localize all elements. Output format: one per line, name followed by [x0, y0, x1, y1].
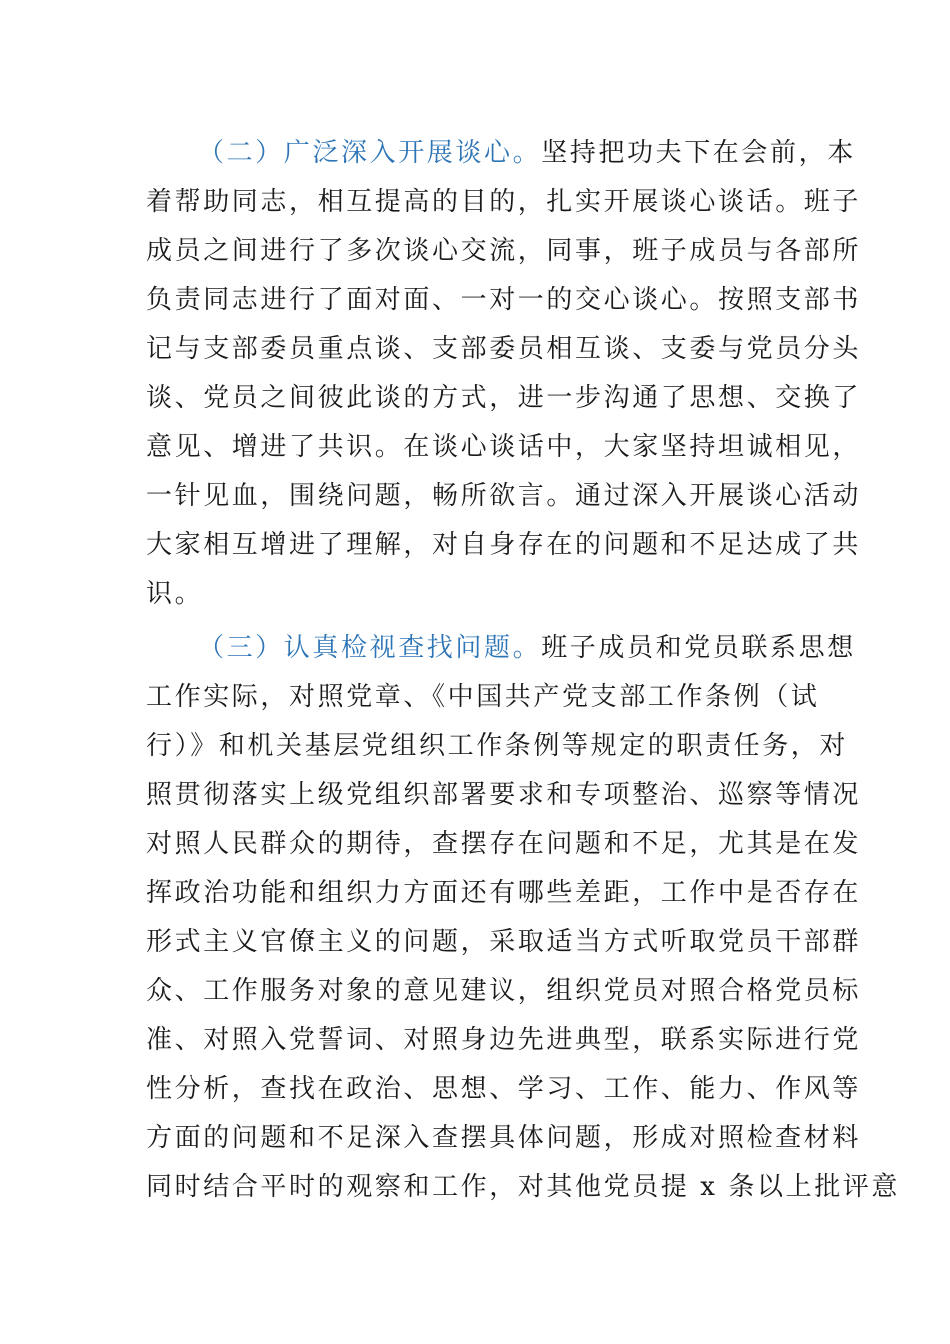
paragraph-line: 记与支部委员重点谈、支部委员相互谈、支委与党员分头 [146, 334, 862, 364]
paragraph-line: 挥政治功能和组织力方面还有哪些差距，工作中是否存在 [146, 878, 862, 908]
paragraph-line: 众、工作服务对象的意见建议，组织党员对照合格党员标 [146, 976, 862, 1006]
paragraph-line: 一针见血，围绕问题，畅所欲言。通过深入开展谈心活动 [146, 481, 862, 511]
section-three-paragraph [146, 624, 900, 1212]
paragraph-line: 工作实际，对照党章、《中国共产党支部工作条例（试 [146, 682, 820, 712]
paragraph-text: 坚持把功夫下在会前，本 [541, 138, 856, 168]
paragraph-line [146, 129, 856, 178]
section-two-paragraph [146, 129, 862, 619]
paragraph-line [146, 624, 856, 673]
paragraph-line: 着帮助同志，相互提高的目的，扎实开展谈心谈话。班子 [146, 187, 862, 217]
paragraph-line: 同时结合平时的观察和工作，对其他党员提 x 条以上批评意 [146, 1172, 900, 1202]
section-heading: （二）广泛深入开展谈心。 [198, 138, 542, 168]
paragraph-line: 负责同志进行了面对面、一对一的交心谈心。按照支部书 [146, 285, 862, 315]
paragraph-line: 形式主义官僚主义的问题，采取适当方式听取党员干部群 [146, 927, 862, 957]
paragraph-line: 意见、增进了共识。在谈心谈话中，大家坚持坦诚相见， [146, 432, 862, 462]
paragraph-line: 性分析，查找在政治、思想、学习、工作、能力、作风等 [146, 1074, 862, 1104]
section-heading: （三）认真检视查找问题。 [198, 633, 542, 663]
paragraph-line: 方面的问题和不足深入查摆具体问题，形成对照检查材料 [146, 1123, 862, 1153]
paragraph-line: 准、对照入党誓词、对照身边先进典型，联系实际进行党 [146, 1025, 862, 1055]
paragraph-text: 班子成员和党员联系思想 [541, 633, 856, 663]
paragraph-line: 大家相互增进了理解，对自身存在的问题和不足达成了共 [146, 530, 862, 560]
paragraph-line: 识。 [146, 579, 204, 609]
paragraph-line: 照贯彻落实上级党组织部署要求和专项整治、巡察等情况 [146, 780, 862, 810]
paragraph-line: 对照人民群众的期待，查摆存在问题和不足，尤其是在发 [146, 829, 862, 859]
paragraph-line: 谈、党员之间彼此谈的方式，进一步沟通了思想、交换了 [146, 383, 862, 413]
paragraph-line: 行）》和机关基层党组织工作条例等规定的职责任务，对 [146, 731, 849, 761]
paragraph-line: 成员之间进行了多次谈心交流，同事，班子成员与各部所 [146, 236, 862, 266]
